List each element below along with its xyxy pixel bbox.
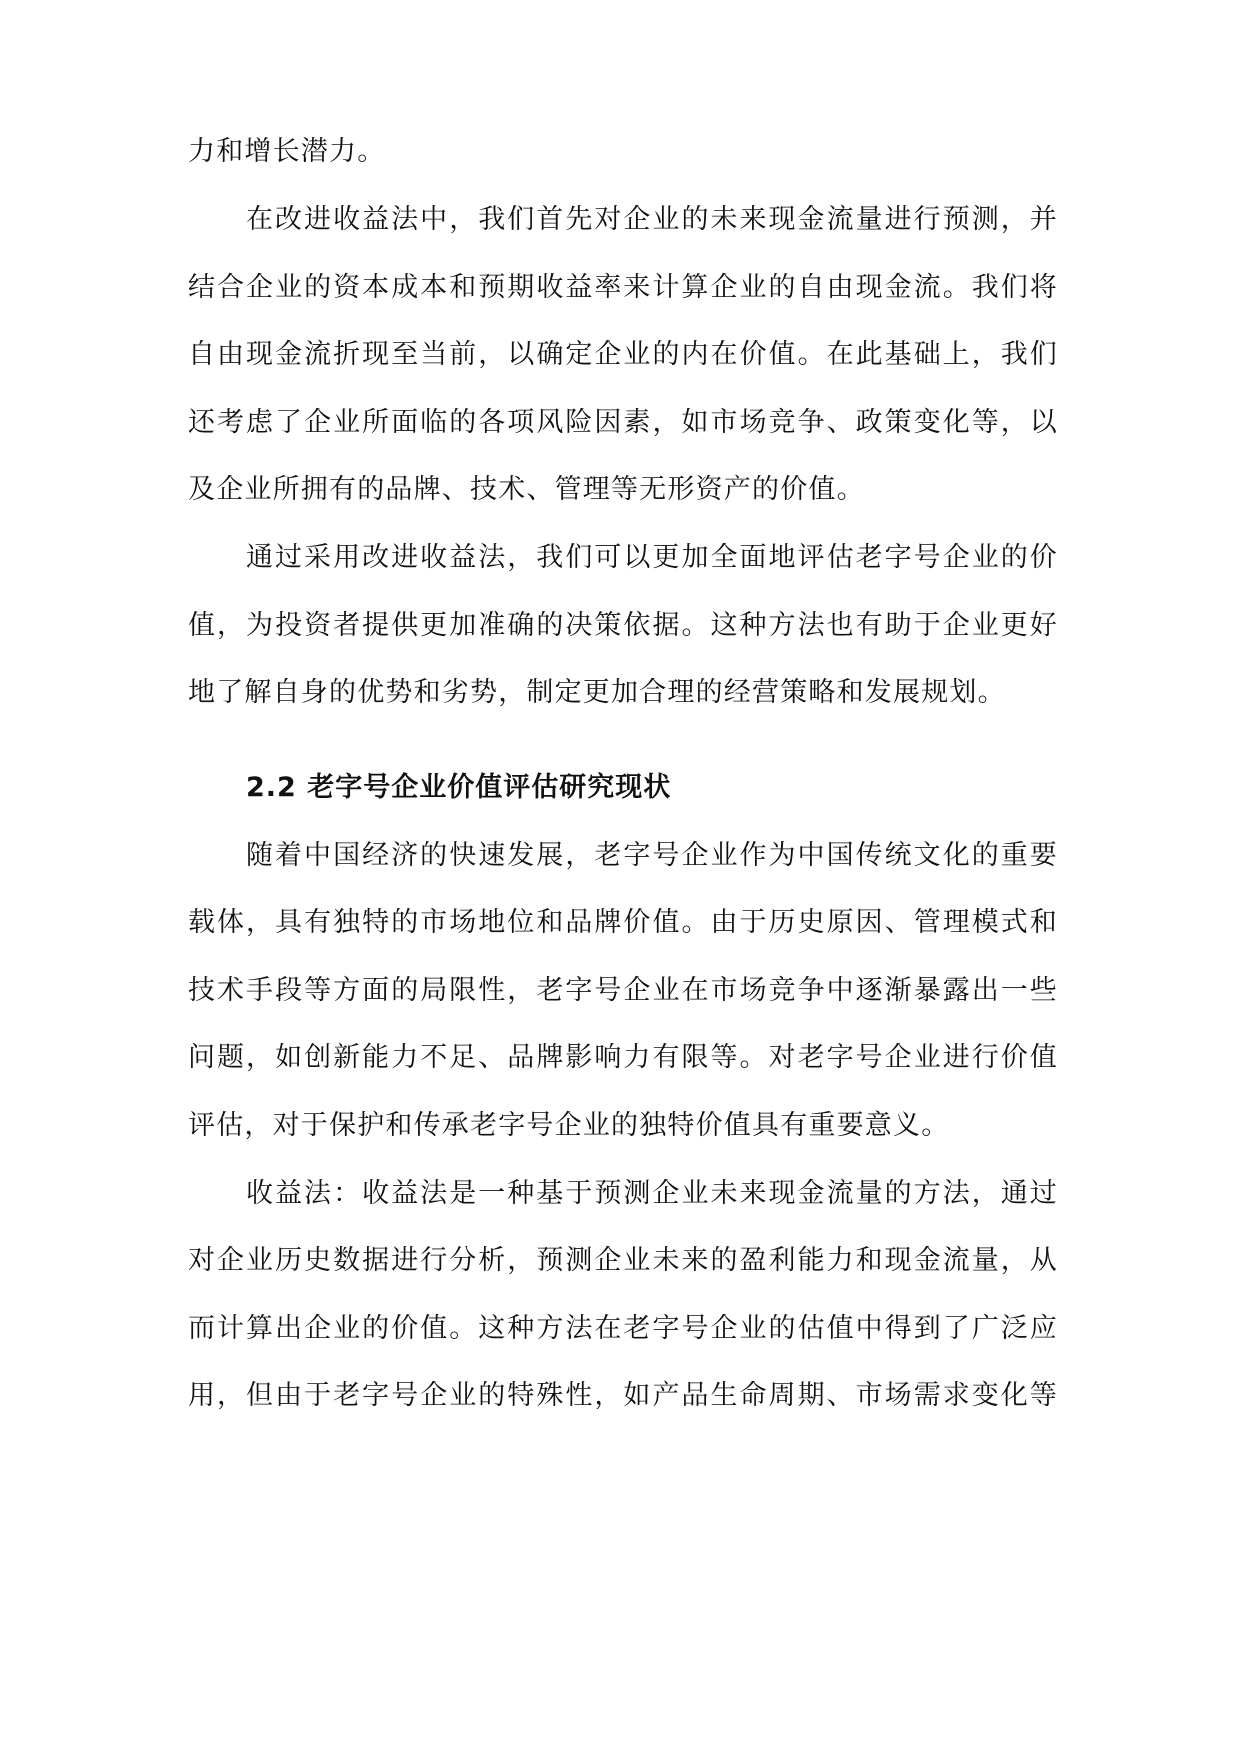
paragraph-line: 用，但由于老字号企业的特殊性，如产品生命周期、市场需求变化等 [188, 1380, 1058, 1411]
paragraph-line: 结合企业的资本成本和预期收益率来计算企业的自由现金流。我们将 [188, 272, 1058, 303]
paragraph-line: 力和增长潜力。 [188, 136, 386, 167]
paragraph-line: 对企业历史数据进行分析，预测企业未来的盈利能力和现金流量，从 [188, 1245, 1058, 1276]
paragraph-line: 而计算出企业的价值。这种方法在老字号企业的估值中得到了广泛应 [188, 1313, 1058, 1344]
paragraph-line: 地了解自身的优势和劣势，制定更加合理的经营策略和发展规划。 [188, 677, 1006, 708]
paragraph-line: 技术手段等方面的局限性，老字号企业在市场竞争中逐渐暴露出一些 [188, 975, 1058, 1006]
paragraph-line: 收益法：收益法是一种基于预测企业未来现金流量的方法，通过 [246, 1178, 1058, 1209]
section-heading: 2.2 老字号企业价值评估研究现状 [246, 772, 672, 803]
paragraph-line: 在改进收益法中，我们首先对企业的未来现金流量进行预测，并 [246, 204, 1058, 235]
paragraph-line: 通过采用改进收益法，我们可以更加全面地评估老字号企业的价 [246, 542, 1058, 573]
paragraph-line: 值，为投资者提供更加准确的决策依据。这种方法也有助于企业更好 [188, 610, 1058, 641]
paragraph-line: 及企业所拥有的品牌、技术、管理等无形资产的价值。 [188, 474, 865, 505]
paragraph-line: 评估，对于保护和传承老字号企业的独特价值具有重要意义。 [188, 1110, 950, 1141]
paragraph-line: 随着中国经济的快速发展，老字号企业作为中国传统文化的重要 [246, 840, 1058, 871]
paragraph-line: 问题，如创新能力不足、品牌影响力有限等。对老字号企业进行价值 [188, 1042, 1058, 1073]
paragraph-line: 自由现金流折现至当前，以确定企业的内在价值。在此基础上，我们 [188, 339, 1058, 370]
paragraph-line: 载体，具有独特的市场地位和品牌价值。由于历史原因、管理模式和 [188, 907, 1058, 938]
paragraph-line: 还考虑了企业所面临的各项风险因素，如市场竞争、政策变化等，以 [188, 407, 1058, 438]
